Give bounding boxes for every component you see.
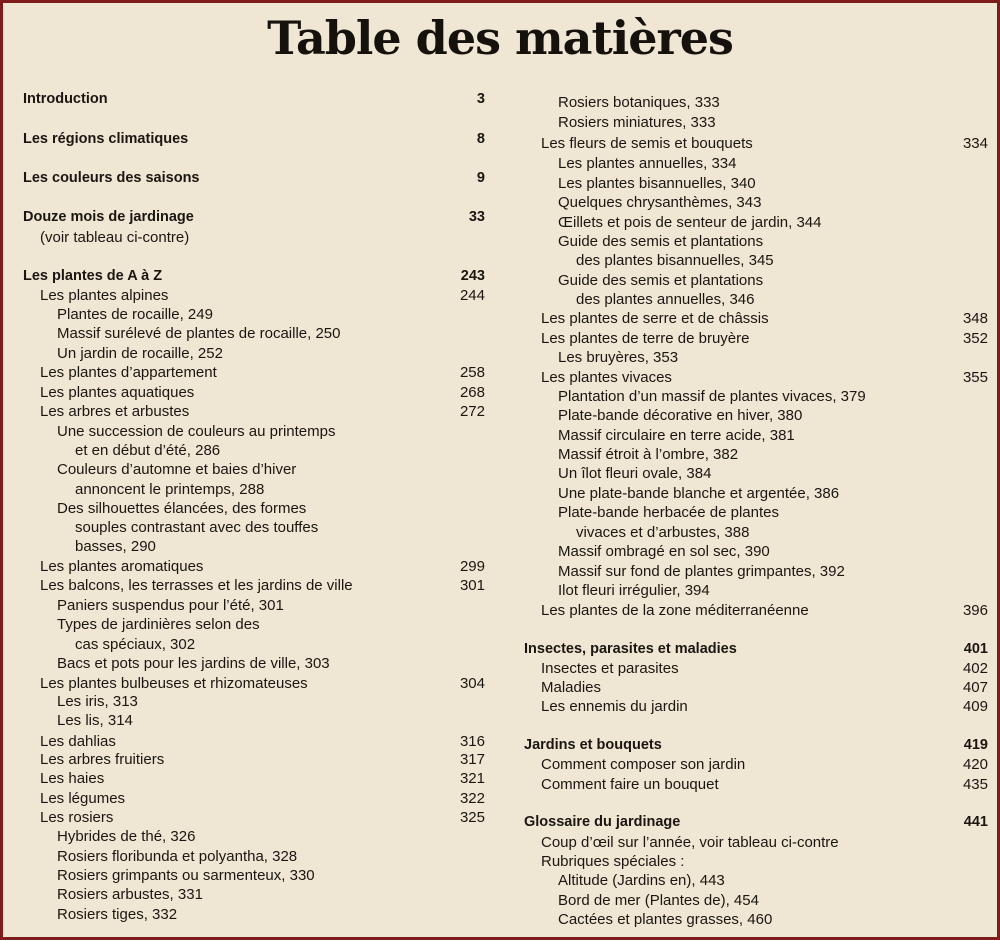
toc-entry-title: Rubriques spéciales : [541, 853, 685, 870]
toc-entry-title: Une succession de couleurs au printemps [57, 423, 336, 440]
toc-entry-title: (voir tableau ci-contre) [40, 229, 190, 246]
toc-entry-title: Hybrides de thé, 326 [57, 828, 196, 845]
toc-entry-title: annoncent le printemps, 288 [75, 481, 265, 498]
toc-page-number: 435 [962, 776, 988, 793]
toc-entry-title: Les légumes [40, 790, 126, 807]
toc-entry-title: Massif sur fond de plantes grimpantes, 392 [558, 563, 845, 580]
toc-entry-title: Les plantes bisannuelles, 340 [558, 175, 756, 192]
toc-entry-title: Les haies [40, 770, 105, 787]
toc-entry [524, 329, 988, 348]
toc-entry-title: Insectes et parasites [541, 660, 679, 677]
toc-entry-title: Les plantes alpines [40, 287, 169, 304]
toc-entry [524, 678, 988, 697]
toc-entry-title: Les couleurs des saisons [23, 170, 200, 186]
toc-entry [23, 711, 485, 730]
toc-entry-title: Les arbres fruitiers [40, 751, 165, 768]
toc-entry [23, 480, 485, 499]
toc-entry-title: des plantes bisannuelles, 345 [576, 252, 774, 269]
toc-entry-title: Altitude (Jardins en), 443 [558, 872, 725, 889]
toc-entry [524, 426, 988, 445]
toc-entry-title: Les plantes de la zone méditerranéenne [541, 602, 809, 619]
toc-entry [23, 228, 485, 247]
toc-entry [23, 441, 485, 460]
toc-page-number: 407 [962, 679, 988, 696]
toc-page-number: 301 [459, 577, 485, 594]
toc-entry-title: Les plantes annuelles, 334 [558, 155, 737, 172]
toc-entry [23, 363, 485, 382]
toc-entry-title: Maladies [541, 679, 602, 696]
toc-page-number: 402 [962, 660, 988, 677]
toc-entry [23, 808, 485, 827]
toc-page-number: 268 [459, 384, 485, 401]
toc-entry-title: Les bruyères, 353 [558, 349, 679, 366]
toc-page-number: 317 [459, 751, 485, 768]
toc-page-number: 401 [963, 641, 988, 657]
toc-entry-title: Douze mois de jardinage [23, 209, 194, 225]
toc-entry-title: Les lis, 314 [57, 712, 133, 729]
toc-section-heading [23, 208, 485, 227]
toc-entry [524, 581, 988, 600]
toc-entry [524, 697, 988, 716]
toc-entry [524, 601, 988, 620]
toc-entry-title: Les ennemis du jardin [541, 698, 688, 715]
toc-entry [23, 286, 485, 305]
toc-entry-title: Les arbres et arbustes [40, 403, 190, 420]
toc-entry [524, 154, 988, 173]
toc-entry-title: cas spéciaux, 302 [75, 636, 196, 653]
toc-entry [524, 387, 988, 406]
toc-entry-title: Coup d’œil sur l’année, voir tableau ci-contre [541, 834, 839, 851]
toc-entry [23, 769, 485, 788]
toc-entry-title: Les balcons, les terrasses et les jardins de ville [40, 577, 353, 594]
toc-entry [23, 635, 485, 654]
toc-entry-title: Plantes de rocaille, 249 [57, 306, 213, 323]
toc-entry [23, 324, 485, 343]
toc-entry-title: Massif surélevé de plantes de rocaille, 250 [57, 325, 341, 342]
toc-page-number: 33 [468, 209, 485, 225]
toc-entry [23, 499, 485, 518]
toc-entry-title: Rosiers floribunda et polyantha, 328 [57, 848, 298, 865]
toc-entry [23, 383, 485, 402]
toc-entry-title: souples contrastant avec des touffes [75, 519, 319, 536]
toc-entry [524, 193, 988, 212]
toc-entry [23, 596, 485, 615]
toc-page-number: 441 [963, 814, 988, 830]
toc-entry [23, 654, 485, 673]
toc-entry-title: Plate-bande herbacée de plantes [558, 504, 780, 521]
toc-entry-title: Rosiers miniatures, 333 [558, 114, 716, 131]
toc-section-heading [23, 267, 485, 286]
toc-entry-title: Ilot fleuri irrégulier, 394 [558, 582, 710, 599]
toc-entry-title: Les plantes de A à Z [23, 268, 163, 284]
toc-entry-title: Insectes, parasites et maladies [524, 641, 737, 657]
toc-page-number: 243 [460, 268, 485, 284]
toc-entry-title: Les plantes aquatiques [40, 384, 195, 401]
toc-entry [524, 232, 988, 251]
toc-page-number: 334 [962, 135, 988, 152]
toc-entry [524, 910, 988, 929]
toc-page-number: 9 [476, 170, 485, 186]
toc-entry [23, 692, 485, 711]
toc-page-number: 304 [459, 675, 485, 692]
toc-entry-title: Comment faire un bouquet [541, 776, 719, 793]
toc-entry-title: Les régions climatiques [23, 131, 189, 147]
toc-entry-title: Massif circulaire en terre acide, 381 [558, 427, 795, 444]
toc-entry [23, 576, 485, 595]
toc-page-number: 325 [459, 809, 485, 826]
toc-entry-title: Couleurs d’automne et baies d’hiver [57, 461, 297, 478]
toc-entry-title: vivaces et d’arbustes, 388 [576, 524, 750, 541]
toc-entry [23, 750, 485, 769]
toc-entry [524, 833, 988, 852]
toc-entry [524, 523, 988, 542]
toc-entry-title: Les plantes aromatiques [40, 558, 204, 575]
toc-entry-title: Rosiers botaniques, 333 [558, 94, 720, 111]
toc-entry-title: Bacs et pots pour les jardins de ville, 303 [57, 655, 330, 672]
toc-entry [524, 93, 988, 112]
toc-entry [524, 113, 988, 132]
toc-page-number: 244 [459, 287, 485, 304]
toc-entry [524, 755, 988, 774]
toc-entry [524, 775, 988, 794]
toc-entry-title: Œillets et pois de senteur de jardin, 344 [558, 214, 822, 231]
toc-entry [23, 422, 485, 441]
toc-entry-title: Un îlot fleuri ovale, 384 [558, 465, 712, 482]
toc-entry-title: Plantation d’un massif de plantes vivaces, 379 [558, 388, 866, 405]
toc-entry-title: Des silhouettes élancées, des formes [57, 500, 307, 517]
toc-entry-title: Rosiers grimpants ou sarmenteux, 330 [57, 867, 315, 884]
toc-entry [23, 789, 485, 808]
toc-entry [23, 847, 485, 866]
toc-page-number: 316 [459, 733, 485, 750]
toc-entry-title: des plantes annuelles, 346 [576, 291, 755, 308]
toc-entry [524, 251, 988, 270]
toc-entry [524, 174, 988, 193]
toc-entry [524, 445, 988, 464]
toc-entry [524, 852, 988, 871]
toc-entry-title: Rosiers tiges, 332 [57, 906, 178, 923]
toc-entry-title: Les plantes vivaces [541, 369, 672, 386]
toc-page-number: 3 [476, 91, 485, 107]
toc-entry [23, 537, 485, 556]
toc-page-number: 352 [962, 330, 988, 347]
toc-page-number: 258 [459, 364, 485, 381]
toc-entry [524, 871, 988, 890]
toc-entry-title: et en début d’été, 286 [75, 442, 221, 459]
toc-entry [524, 271, 988, 290]
toc-entry-title: Les iris, 313 [57, 693, 138, 710]
toc-page-number: 420 [962, 756, 988, 773]
toc-page-number: 355 [962, 369, 988, 386]
toc-entry-title: Bord de mer (Plantes de), 454 [558, 892, 759, 909]
toc-entry-title: Massif étroit à l’ombre, 382 [558, 446, 739, 463]
toc-entry-title: Guide des semis et plantations [558, 272, 764, 289]
toc-entry [524, 368, 988, 387]
toc-entry [524, 562, 988, 581]
toc-entry [524, 309, 988, 328]
toc-entry [524, 406, 988, 425]
toc-section-heading [524, 640, 988, 659]
toc-page-number: 348 [962, 310, 988, 327]
toc-entry [23, 674, 485, 693]
toc-entry [524, 134, 988, 153]
toc-entry-title: basses, 290 [75, 538, 156, 555]
toc-section-heading [23, 130, 485, 149]
toc-entry-title: Jardins et bouquets [524, 737, 662, 753]
toc-entry [524, 348, 988, 367]
toc-entry-title: Un jardin de rocaille, 252 [57, 345, 223, 362]
toc-entry [23, 905, 485, 924]
toc-entry-title: Comment composer son jardin [541, 756, 746, 773]
toc-entry-title: Plate-bande décorative en hiver, 380 [558, 407, 803, 424]
toc-entry [23, 732, 485, 751]
toc-entry-title: Massif ombragé en sol sec, 390 [558, 543, 770, 560]
toc-entry [23, 305, 485, 324]
toc-entry-title: Introduction [23, 91, 108, 107]
toc-entry-title: Quelques chrysanthèmes, 343 [558, 194, 762, 211]
toc-entry [524, 290, 988, 309]
toc-entry [524, 542, 988, 561]
toc-entry-title: Cactées et plantes grasses, 460 [558, 911, 773, 928]
toc-entry [524, 891, 988, 910]
toc-page-number: 396 [962, 602, 988, 619]
toc-entry-title: Les dahlias [40, 733, 116, 750]
toc-entry-title: Les rosiers [40, 809, 114, 826]
toc-section-heading [23, 90, 485, 109]
toc-entry [524, 484, 988, 503]
toc-page-number: 419 [963, 737, 988, 753]
toc-entry-title: Les plantes bulbeuses et rhizomateuses [40, 675, 308, 692]
toc-entry [23, 518, 485, 537]
page-title: Table des matières [267, 11, 733, 65]
toc-page-number: 322 [459, 790, 485, 807]
toc-entry [23, 557, 485, 576]
toc-section-heading [524, 736, 988, 755]
toc-entry [23, 344, 485, 363]
toc-section-heading [23, 169, 485, 188]
toc-page-number: 299 [459, 558, 485, 575]
toc-entry-title: Les fleurs de semis et bouquets [541, 135, 753, 152]
toc-entry [23, 885, 485, 904]
toc-entry-title: Paniers suspendus pour l’été, 301 [57, 597, 284, 614]
toc-section-heading [524, 813, 988, 832]
toc-page-number: 409 [962, 698, 988, 715]
toc-entry [524, 213, 988, 232]
toc-entry [23, 827, 485, 846]
toc-entry-title: Une plate-bande blanche et argentée, 386 [558, 485, 840, 502]
toc-page-number: 321 [459, 770, 485, 787]
toc-entry [524, 503, 988, 522]
toc-page-number: 272 [459, 403, 485, 420]
toc-entry [524, 464, 988, 483]
toc-entry-title: Guide des semis et plantations [558, 233, 764, 250]
toc-entry-title: Les plantes de terre de bruyère [541, 330, 750, 347]
toc-entry-title: Glossaire du jardinage [524, 814, 681, 830]
toc-page-number: 8 [476, 131, 485, 147]
toc-entry-title: Types de jardinières selon des [57, 616, 260, 633]
toc-entry [23, 615, 485, 634]
toc-entry [23, 402, 485, 421]
toc-entry-title: Les plantes de serre et de châssis [541, 310, 769, 327]
toc-entry-title: Rosiers arbustes, 331 [57, 886, 203, 903]
toc-entry [23, 866, 485, 885]
toc-entry [524, 659, 988, 678]
toc-entry [23, 460, 485, 479]
toc-entry-title: Les plantes d’appartement [40, 364, 217, 381]
